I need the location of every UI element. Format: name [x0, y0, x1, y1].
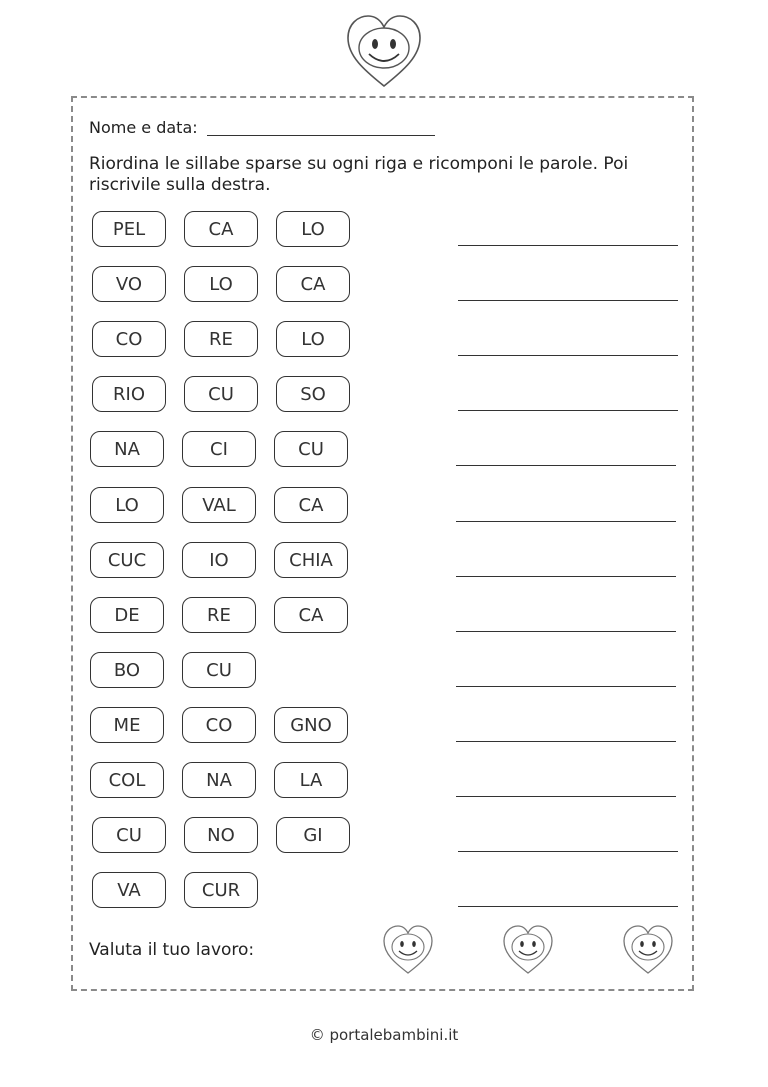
- syllable-chip: IO: [182, 542, 256, 578]
- list-item: [0, 872, 768, 912]
- answer-line[interactable]: [458, 245, 678, 246]
- syllable-chip: SO: [276, 376, 350, 412]
- list-item: [0, 266, 768, 306]
- answer-line[interactable]: [458, 906, 678, 907]
- list-item: [0, 431, 768, 471]
- list-item: [0, 817, 768, 857]
- list-item: [0, 376, 768, 416]
- answer-line[interactable]: [456, 521, 676, 522]
- syllable-chip: CO: [182, 707, 256, 743]
- syllable-chip: VA: [92, 872, 166, 908]
- answer-line[interactable]: [456, 686, 676, 687]
- syllable-chip: CU: [182, 652, 256, 688]
- syllable-chip: CA: [274, 597, 348, 633]
- syllable-chip: CUR: [184, 872, 258, 908]
- list-item: [0, 762, 768, 802]
- syllable-chip: ME: [90, 707, 164, 743]
- syllable-chip: CU: [184, 376, 258, 412]
- syllable-chip: CA: [184, 211, 258, 247]
- syllable-chip: LO: [276, 321, 350, 357]
- syllable-chip: NO: [184, 817, 258, 853]
- syllable-chip: NA: [90, 431, 164, 467]
- answer-line[interactable]: [456, 631, 676, 632]
- rating-label: Valuta il tuo lavoro:: [89, 940, 255, 960]
- name-date-field[interactable]: [207, 135, 435, 136]
- syllable-chip: CU: [92, 817, 166, 853]
- copyright-footer: © portalebambini.it: [309, 1026, 459, 1044]
- syllable-chip: VAL: [182, 487, 256, 523]
- answer-line[interactable]: [456, 741, 676, 742]
- syllable-chip: LA: [274, 762, 348, 798]
- answer-line[interactable]: [458, 300, 678, 301]
- syllable-chip: CA: [274, 487, 348, 523]
- smiley-heart-icon[interactable]: [382, 924, 434, 976]
- list-item: [0, 707, 768, 747]
- smiley-heart-icon[interactable]: [502, 924, 554, 976]
- syllable-chip: DE: [90, 597, 164, 633]
- answer-line[interactable]: [456, 796, 676, 797]
- syllable-chip: BO: [90, 652, 164, 688]
- list-item: [0, 321, 768, 361]
- syllable-chip: PEL: [92, 211, 166, 247]
- syllable-chip: RIO: [92, 376, 166, 412]
- instructions-text: Riordina le sillabe sparse su ogni riga e ricomponi le parole. Poi riscrivile sulla destra.: [89, 154, 629, 195]
- syllable-chip: CO: [92, 321, 166, 357]
- list-item: [0, 211, 768, 251]
- answer-line[interactable]: [456, 576, 676, 577]
- syllable-chip: CUC: [90, 542, 164, 578]
- smiley-heart-icon: [344, 12, 424, 92]
- syllable-chip: LO: [90, 487, 164, 523]
- syllable-chip: CU: [274, 431, 348, 467]
- syllable-chip: COL: [90, 762, 164, 798]
- answer-line[interactable]: [458, 355, 678, 356]
- syllable-chip: LO: [276, 211, 350, 247]
- answer-line[interactable]: [458, 410, 678, 411]
- name-date-label: Nome e data:: [89, 118, 198, 137]
- syllable-chip: CA: [276, 266, 350, 302]
- syllable-chip: CI: [182, 431, 256, 467]
- syllable-chip: LO: [184, 266, 258, 302]
- syllable-chip: CHIA: [274, 542, 348, 578]
- syllable-chip: NA: [182, 762, 256, 798]
- list-item: [0, 597, 768, 637]
- syllable-chip: GNO: [274, 707, 348, 743]
- syllable-chip: VO: [92, 266, 166, 302]
- list-item: [0, 487, 768, 527]
- list-item: [0, 542, 768, 582]
- syllable-chip: GI: [276, 817, 350, 853]
- syllable-chip: RE: [184, 321, 258, 357]
- syllable-chip: RE: [182, 597, 256, 633]
- smiley-heart-icon[interactable]: [622, 924, 674, 976]
- answer-line[interactable]: [458, 851, 678, 852]
- answer-line[interactable]: [456, 465, 676, 466]
- list-item: [0, 652, 768, 692]
